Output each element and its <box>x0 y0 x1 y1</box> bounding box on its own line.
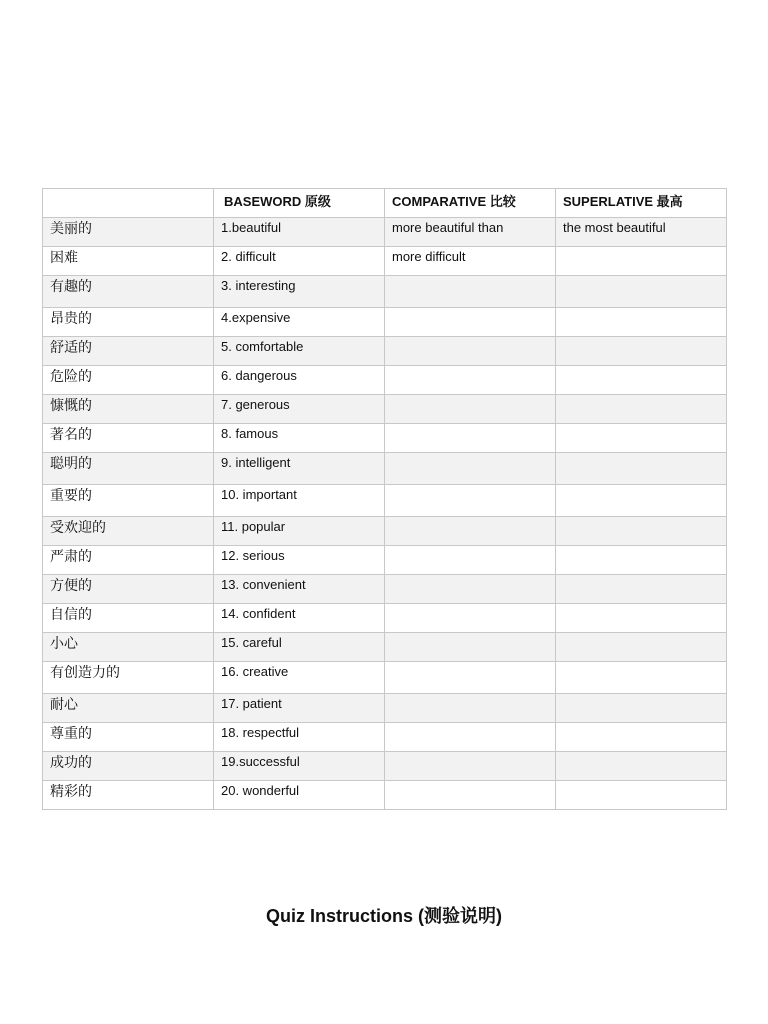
cell-chinese: 美丽的 <box>43 218 214 247</box>
cell-baseword: 5. comfortable <box>214 337 385 366</box>
cell-comparative <box>385 366 556 395</box>
cell-chinese: 严肃的 <box>43 546 214 575</box>
cell-chinese: 重要的 <box>43 485 214 517</box>
cell-baseword: 10. important <box>214 485 385 517</box>
cell-chinese: 有创造力的 <box>43 662 214 694</box>
table-row <box>43 633 727 662</box>
cell-comparative <box>385 517 556 546</box>
cell-baseword: 11. popular <box>214 517 385 546</box>
cell-superlative <box>556 752 727 781</box>
cell-chinese: 成功的 <box>43 752 214 781</box>
cell-baseword: 15. careful <box>214 633 385 662</box>
table-row <box>43 485 727 517</box>
cell-comparative <box>385 424 556 453</box>
cell-chinese: 方便的 <box>43 575 214 604</box>
cell-comparative <box>385 276 556 308</box>
table-row <box>43 366 727 395</box>
cell-chinese: 小心 <box>43 633 214 662</box>
cell-comparative <box>385 485 556 517</box>
cell-chinese: 精彩的 <box>43 781 214 810</box>
cell-superlative <box>556 485 727 517</box>
table-header-row <box>43 189 727 218</box>
table-row <box>43 723 727 752</box>
cell-baseword: 7. generous <box>214 395 385 424</box>
cell-comparative <box>385 723 556 752</box>
cell-comparative <box>385 633 556 662</box>
cell-baseword: 13. convenient <box>214 575 385 604</box>
cell-comparative <box>385 395 556 424</box>
cell-chinese: 舒适的 <box>43 337 214 366</box>
cell-baseword: 18. respectful <box>214 723 385 752</box>
table-row <box>43 337 727 366</box>
cell-baseword: 4.expensive <box>214 308 385 337</box>
vocabulary-table <box>42 188 727 810</box>
cell-superlative <box>556 453 727 485</box>
cell-comparative <box>385 308 556 337</box>
cell-superlative <box>556 424 727 453</box>
cell-baseword: 1.beautiful <box>214 218 385 247</box>
cell-baseword: 20. wonderful <box>214 781 385 810</box>
cell-superlative <box>556 694 727 723</box>
cell-chinese: 危险的 <box>43 366 214 395</box>
table-row <box>43 604 727 633</box>
table-row <box>43 276 727 308</box>
cell-baseword: 12. serious <box>214 546 385 575</box>
cell-superlative: the most beautiful <box>556 218 727 247</box>
cell-baseword: 8. famous <box>214 424 385 453</box>
cell-comparative <box>385 604 556 633</box>
table-row <box>43 694 727 723</box>
header-comparative: COMPARATIVE 比较 <box>385 189 556 218</box>
cell-chinese: 有趣的 <box>43 276 214 308</box>
cell-baseword: 3. interesting <box>214 276 385 308</box>
table-row <box>43 395 727 424</box>
table-row <box>43 247 727 276</box>
cell-superlative <box>556 247 727 276</box>
cell-superlative <box>556 366 727 395</box>
cell-superlative <box>556 395 727 424</box>
cell-superlative <box>556 662 727 694</box>
cell-comparative <box>385 453 556 485</box>
cell-superlative <box>556 308 727 337</box>
cell-superlative <box>556 781 727 810</box>
table-row <box>43 546 727 575</box>
cell-comparative: more difficult <box>385 247 556 276</box>
table-body <box>43 218 727 810</box>
cell-chinese: 聪明的 <box>43 453 214 485</box>
table-row <box>43 218 727 247</box>
cell-chinese: 困难 <box>43 247 214 276</box>
cell-baseword: 16. creative <box>214 662 385 694</box>
cell-baseword: 2. difficult <box>214 247 385 276</box>
cell-superlative <box>556 276 727 308</box>
cell-comparative <box>385 662 556 694</box>
cell-baseword: 14. confident <box>214 604 385 633</box>
cell-chinese: 耐心 <box>43 694 214 723</box>
quiz-instructions-title: Quiz Instructions (测验说明) <box>266 906 502 926</box>
table-row <box>43 752 727 781</box>
cell-superlative <box>556 517 727 546</box>
cell-baseword: 6. dangerous <box>214 366 385 395</box>
cell-chinese: 受欢迎的 <box>43 517 214 546</box>
cell-comparative: more beautiful than <box>385 218 556 247</box>
cell-comparative <box>385 546 556 575</box>
header-chinese <box>43 189 214 218</box>
table-row <box>43 424 727 453</box>
table-row <box>43 517 727 546</box>
cell-baseword: 17. patient <box>214 694 385 723</box>
cell-comparative <box>385 337 556 366</box>
header-superlative: SUPERLATIVE 最高 <box>556 189 727 218</box>
cell-superlative <box>556 723 727 752</box>
cell-chinese: 自信的 <box>43 604 214 633</box>
table-row <box>43 308 727 337</box>
cell-superlative <box>556 604 727 633</box>
cell-baseword: 9. intelligent <box>214 453 385 485</box>
table-row <box>43 781 727 810</box>
cell-superlative <box>556 633 727 662</box>
cell-chinese: 尊重的 <box>43 723 214 752</box>
table-row <box>43 575 727 604</box>
cell-superlative <box>556 575 727 604</box>
cell-chinese: 著名的 <box>43 424 214 453</box>
table-row <box>43 662 727 694</box>
cell-comparative <box>385 575 556 604</box>
cell-comparative <box>385 781 556 810</box>
cell-chinese: 昂贵的 <box>43 308 214 337</box>
cell-comparative <box>385 694 556 723</box>
cell-baseword: 19.successful <box>214 752 385 781</box>
cell-superlative <box>556 546 727 575</box>
cell-chinese: 慷慨的 <box>43 395 214 424</box>
header-baseword: BASEWORD 原级 <box>214 189 385 218</box>
cell-comparative <box>385 752 556 781</box>
cell-superlative <box>556 337 727 366</box>
table-row <box>43 453 727 485</box>
